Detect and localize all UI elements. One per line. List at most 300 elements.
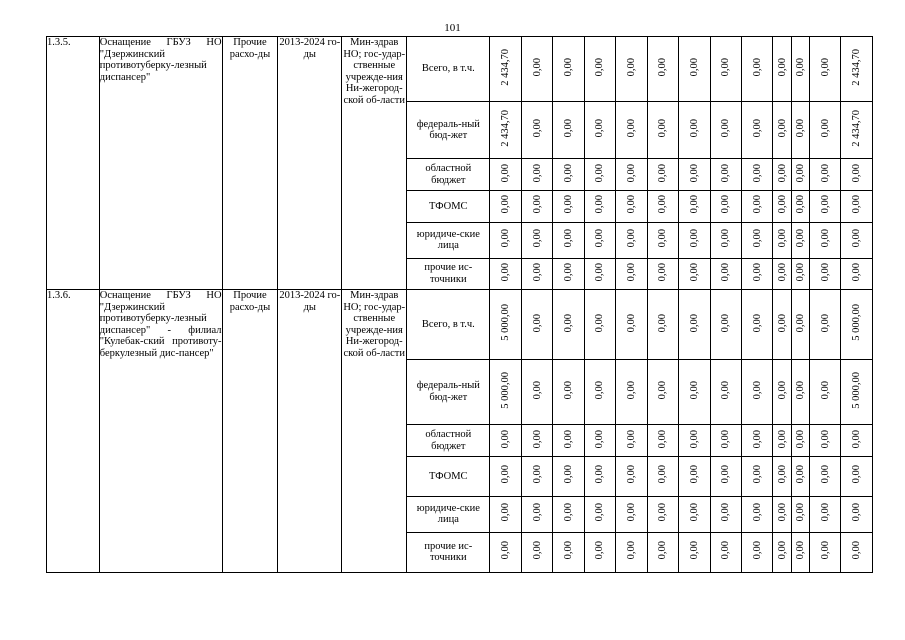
amount-cell [584, 37, 615, 102]
amount-cell [809, 359, 840, 424]
funding-source-label: ТФОМС [407, 456, 490, 496]
amount-cell [521, 258, 552, 290]
amount-cell [553, 37, 584, 102]
amount-value: 5 000,00 [851, 304, 863, 342]
amount-value: 0,00 [563, 163, 575, 183]
amount-cell [616, 102, 647, 159]
amount-cell [679, 290, 710, 360]
funding-source-label: областной бюджет [407, 425, 490, 457]
amount-value: 0,00 [563, 541, 575, 560]
amount-value: 0,00 [720, 58, 732, 77]
amount-cell [553, 425, 584, 457]
amount-cell [490, 159, 521, 191]
amount-value: 0,00 [594, 229, 606, 248]
amount-cell [679, 37, 710, 102]
amount-cell [521, 159, 552, 191]
amount-value: 0,00 [751, 229, 763, 248]
amount-cell [791, 456, 809, 496]
amount-cell [841, 159, 873, 191]
amount-cell [490, 425, 521, 457]
amount-value: 0,00 [657, 381, 669, 400]
amount-cell [647, 102, 678, 159]
amount-cell [710, 102, 741, 159]
amount-value: 0,00 [563, 429, 575, 448]
amount-value: 0,00 [720, 465, 732, 484]
amount-value: 0,00 [776, 262, 788, 282]
amount-value: 0,00 [751, 58, 763, 77]
amount-value: 0,00 [500, 429, 512, 448]
amount-value: 0,00 [819, 313, 831, 332]
amount-cell [679, 359, 710, 424]
amount-value: 0,00 [563, 381, 575, 400]
amount-cell [742, 425, 773, 457]
amount-cell [584, 258, 615, 290]
funding-source-label: юридиче-ские лица [407, 496, 490, 532]
amount-value: 0,00 [688, 58, 700, 77]
funding-source-label: юридиче-ские лица [407, 222, 490, 258]
amount-cell [616, 222, 647, 258]
amount-value: 0,00 [625, 58, 637, 77]
amount-cell [742, 191, 773, 223]
amount-cell [809, 37, 840, 102]
amount-value: 0,00 [625, 503, 637, 522]
amount-cell [490, 37, 521, 102]
amount-value: 0,00 [563, 58, 575, 77]
amount-value: 0,00 [751, 119, 763, 138]
amount-value: 0,00 [563, 119, 575, 138]
amount-cell [841, 359, 873, 424]
amount-value: 0,00 [720, 541, 732, 560]
amount-value: 0,00 [531, 195, 543, 214]
amount-cell [742, 456, 773, 496]
amount-value: 0,00 [751, 503, 763, 522]
funding-source-label: прочие ис-точники [407, 532, 490, 572]
amount-value: 0,00 [531, 229, 543, 248]
amount-value: 0,00 [851, 541, 863, 560]
amount-cell [742, 159, 773, 191]
amount-value: 0,00 [776, 58, 788, 77]
amount-cell [773, 532, 791, 572]
amount-cell [791, 258, 809, 290]
amount-cell [679, 222, 710, 258]
amount-cell [841, 102, 873, 159]
amount-value: 0,00 [720, 262, 732, 282]
amount-value: 0,00 [751, 313, 763, 332]
amount-value: 0,00 [531, 381, 543, 400]
amount-cell [647, 425, 678, 457]
amount-value: 0,00 [720, 381, 732, 400]
amount-cell [679, 191, 710, 223]
amount-value: 0,00 [594, 503, 606, 522]
expense-type: Прочие расхо-ды [222, 290, 278, 573]
amount-cell [710, 425, 741, 457]
amount-cell [616, 425, 647, 457]
amount-value: 0,00 [563, 262, 575, 282]
amount-value: 0,00 [851, 262, 863, 282]
amount-cell [490, 290, 521, 360]
amount-value: 0,00 [851, 195, 863, 214]
amount-value: 0,00 [751, 163, 763, 183]
amount-value: 0,00 [688, 195, 700, 214]
amount-cell [773, 102, 791, 159]
amount-value: 0,00 [500, 541, 512, 560]
amount-cell [553, 258, 584, 290]
amount-cell [841, 222, 873, 258]
amount-cell [773, 359, 791, 424]
amount-cell [841, 425, 873, 457]
amount-cell [710, 359, 741, 424]
amount-cell [791, 37, 809, 102]
amount-cell [490, 258, 521, 290]
amount-value: 0,00 [594, 195, 606, 214]
amount-cell [710, 496, 741, 532]
amount-value: 0,00 [500, 195, 512, 214]
amount-value: 0,00 [563, 229, 575, 248]
amount-cell [647, 37, 678, 102]
amount-value: 0,00 [531, 503, 543, 522]
amount-cell [791, 222, 809, 258]
amount-value: 0,00 [776, 541, 788, 560]
amount-cell [791, 425, 809, 457]
amount-cell [710, 456, 741, 496]
amount-cell [773, 37, 791, 102]
amount-cell [553, 456, 584, 496]
amount-cell [647, 159, 678, 191]
amount-value: 0,00 [776, 381, 788, 400]
amount-cell [647, 191, 678, 223]
amount-cell [773, 222, 791, 258]
amount-cell [809, 425, 840, 457]
amount-value: 0,00 [720, 195, 732, 214]
amount-value: 0,00 [794, 229, 806, 248]
amount-cell [809, 532, 840, 572]
amount-value: 0,00 [720, 119, 732, 138]
amount-cell [553, 359, 584, 424]
amount-value: 0,00 [688, 429, 700, 448]
amount-value: 0,00 [625, 429, 637, 448]
amount-cell [791, 532, 809, 572]
amount-cell [809, 496, 840, 532]
amount-value: 0,00 [657, 503, 669, 522]
amount-cell [584, 222, 615, 258]
amount-value: 0,00 [657, 163, 669, 183]
item-name: Оснащение ГБУЗ НО "Дзержинский противотуберку-лезный диспансер" - филиал "Кулебак-ский противоту-беркулезный дис-пансер" [99, 290, 222, 573]
funding-source-label: Всего, в т.ч. [407, 290, 490, 360]
amount-value: 2 434,70 [500, 110, 512, 148]
amount-value: 0,00 [531, 119, 543, 138]
amount-value: 0,00 [625, 163, 637, 183]
amount-cell [490, 456, 521, 496]
amount-cell [647, 290, 678, 360]
funding-source-label: федераль-ный бюд-жет [407, 102, 490, 159]
amount-value: 0,00 [625, 229, 637, 248]
amount-cell [584, 359, 615, 424]
amount-cell [584, 191, 615, 223]
amount-value: 0,00 [531, 429, 543, 448]
funding-table [46, 36, 873, 573]
amount-value: 0,00 [688, 163, 700, 183]
amount-value: 0,00 [688, 229, 700, 248]
amount-cell [553, 496, 584, 532]
amount-value: 0,00 [563, 503, 575, 522]
amount-value: 0,00 [819, 262, 831, 282]
amount-value: 0,00 [657, 541, 669, 560]
amount-cell [841, 290, 873, 360]
amount-value: 0,00 [776, 429, 788, 448]
amount-value: 0,00 [657, 195, 669, 214]
amount-value: 0,00 [531, 541, 543, 560]
amount-cell [773, 496, 791, 532]
amount-value: 0,00 [625, 119, 637, 138]
amount-value: 0,00 [531, 465, 543, 484]
amount-cell [616, 456, 647, 496]
amount-cell [809, 222, 840, 258]
amount-value: 0,00 [500, 262, 512, 282]
amount-cell [490, 191, 521, 223]
amount-value: 0,00 [594, 465, 606, 484]
item-code: 1.3.6. [47, 290, 100, 573]
item-name: Оснащение ГБУЗ НО "Дзержинский противотуберку-лезный диспансер" [99, 37, 222, 290]
amount-cell [791, 290, 809, 360]
amount-value: 0,00 [657, 58, 669, 77]
amount-value: 0,00 [794, 503, 806, 522]
amount-value: 0,00 [500, 465, 512, 484]
amount-value: 0,00 [794, 119, 806, 138]
amount-cell [679, 496, 710, 532]
amount-value: 0,00 [776, 503, 788, 522]
amount-value: 0,00 [751, 195, 763, 214]
amount-cell [791, 102, 809, 159]
amount-cell [616, 159, 647, 191]
amount-cell [616, 37, 647, 102]
amount-cell [841, 258, 873, 290]
amount-cell [791, 359, 809, 424]
amount-cell [710, 532, 741, 572]
amount-value: 0,00 [594, 119, 606, 138]
amount-value: 0,00 [819, 195, 831, 214]
amount-cell [584, 159, 615, 191]
amount-cell [584, 102, 615, 159]
amount-value: 0,00 [688, 465, 700, 484]
amount-value: 0,00 [751, 465, 763, 484]
amount-value: 0,00 [531, 262, 543, 282]
amount-cell [521, 532, 552, 572]
amount-cell [616, 290, 647, 360]
amount-cell [710, 258, 741, 290]
amount-cell [584, 290, 615, 360]
amount-value: 0,00 [819, 229, 831, 248]
funding-source-label: федераль-ный бюд-жет [407, 359, 490, 424]
amount-cell [647, 456, 678, 496]
amount-cell [647, 532, 678, 572]
amount-value: 0,00 [657, 429, 669, 448]
amount-value: 2 434,70 [500, 49, 512, 86]
amount-value: 0,00 [688, 503, 700, 522]
amount-cell [521, 102, 552, 159]
amount-value: 0,00 [500, 229, 512, 248]
amount-value: 0,00 [794, 381, 806, 400]
amount-cell [809, 102, 840, 159]
amount-cell [553, 102, 584, 159]
amount-value: 0,00 [594, 163, 606, 183]
amount-cell [679, 159, 710, 191]
funding-source-label: ТФОМС [407, 191, 490, 223]
amount-value: 0,00 [563, 195, 575, 214]
amount-value: 0,00 [657, 229, 669, 248]
amount-value: 0,00 [720, 503, 732, 522]
amount-cell [521, 222, 552, 258]
amount-cell [521, 359, 552, 424]
amount-cell [742, 102, 773, 159]
amount-cell [710, 159, 741, 191]
amount-cell [553, 191, 584, 223]
amount-cell [841, 496, 873, 532]
funding-source-label: прочие ис-точники [407, 258, 490, 290]
amount-cell [710, 191, 741, 223]
amount-value: 0,00 [625, 465, 637, 484]
amount-cell [490, 359, 521, 424]
amount-value: 0,00 [625, 195, 637, 214]
amount-cell [584, 425, 615, 457]
amount-cell [616, 191, 647, 223]
amount-value: 0,00 [776, 229, 788, 248]
amount-cell [841, 37, 873, 102]
amount-cell [773, 456, 791, 496]
executor: Мин-здрав НО; гос-удар-ственные учрежде-ния Ни-жегород-ской об-ласти [342, 37, 407, 290]
amount-cell [742, 222, 773, 258]
amount-cell [584, 532, 615, 572]
amount-value: 0,00 [594, 429, 606, 448]
amount-cell [679, 532, 710, 572]
amount-cell [616, 532, 647, 572]
amount-cell [809, 290, 840, 360]
amount-cell [841, 456, 873, 496]
amount-value: 0,00 [563, 465, 575, 484]
amount-value: 0,00 [500, 163, 512, 183]
amount-cell [679, 258, 710, 290]
amount-cell [791, 191, 809, 223]
amount-cell [553, 159, 584, 191]
amount-cell [553, 222, 584, 258]
amount-value: 0,00 [819, 119, 831, 138]
amount-value: 0,00 [819, 58, 831, 77]
amount-value: 0,00 [688, 313, 700, 332]
amount-value: 0,00 [594, 381, 606, 400]
amount-value: 0,00 [794, 465, 806, 484]
amount-cell [679, 102, 710, 159]
amount-value: 0,00 [594, 262, 606, 282]
funding-source-label: областной бюджет [407, 159, 490, 191]
amount-value: 2 434,70 [851, 49, 863, 86]
amount-cell [679, 425, 710, 457]
amount-value: 0,00 [657, 313, 669, 332]
amount-value: 0,00 [794, 58, 806, 77]
amount-cell [616, 258, 647, 290]
amount-cell [521, 37, 552, 102]
amount-value: 0,00 [851, 429, 863, 448]
amount-cell [773, 290, 791, 360]
amount-value: 0,00 [720, 163, 732, 183]
amount-value: 0,00 [625, 313, 637, 332]
amount-value: 0,00 [794, 429, 806, 448]
amount-cell [710, 222, 741, 258]
amount-value: 0,00 [794, 541, 806, 560]
amount-value: 0,00 [751, 541, 763, 560]
amount-value: 0,00 [625, 262, 637, 282]
amount-cell [809, 258, 840, 290]
amount-value: 0,00 [688, 381, 700, 400]
amount-cell [647, 359, 678, 424]
amount-value: 0,00 [688, 119, 700, 138]
amount-cell [742, 359, 773, 424]
expense-type: Прочие расхо-ды [222, 37, 278, 290]
amount-value: 5 000,00 [851, 371, 863, 409]
amount-value: 0,00 [751, 262, 763, 282]
amount-value: 0,00 [776, 119, 788, 138]
amount-cell [710, 37, 741, 102]
amount-value: 0,00 [594, 313, 606, 332]
amount-cell [553, 290, 584, 360]
amount-cell [647, 496, 678, 532]
amount-value: 0,00 [531, 58, 543, 77]
amount-cell [742, 258, 773, 290]
amount-cell [809, 456, 840, 496]
amount-value: 0,00 [594, 541, 606, 560]
amount-value: 2 434,70 [851, 110, 863, 148]
amount-cell [773, 425, 791, 457]
amount-value: 0,00 [794, 262, 806, 282]
amount-value: 0,00 [794, 195, 806, 214]
amount-value: 0,00 [851, 465, 863, 484]
amount-value: 0,00 [794, 313, 806, 332]
amount-cell [809, 191, 840, 223]
amount-value: 5 000,00 [500, 371, 512, 409]
page-number: 101 [444, 22, 461, 34]
amount-value: 0,00 [819, 541, 831, 560]
amount-value: 0,00 [657, 119, 669, 138]
period: 2013-2024 го-ды [278, 290, 342, 573]
amount-value: 0,00 [751, 381, 763, 400]
amount-value: 0,00 [851, 503, 863, 522]
amount-value: 0,00 [851, 229, 863, 248]
amount-cell [584, 496, 615, 532]
amount-value: 0,00 [531, 163, 543, 183]
amount-value: 5 000,00 [500, 304, 512, 342]
amount-cell [490, 222, 521, 258]
amount-value: 0,00 [688, 262, 700, 282]
amount-cell [647, 258, 678, 290]
executor: Мин-здрав НО; гос-удар-ственные учрежде-ния Ни-жегород-ской об-ласти [342, 290, 407, 573]
amount-cell [521, 456, 552, 496]
amount-cell [490, 102, 521, 159]
item-code: 1.3.5. [47, 37, 100, 290]
funding-source-label: Всего, в т.ч. [407, 37, 490, 102]
amount-value: 0,00 [720, 429, 732, 448]
amount-value: 0,00 [657, 465, 669, 484]
amount-cell [742, 290, 773, 360]
amount-cell [490, 496, 521, 532]
amount-cell [773, 159, 791, 191]
amount-value: 0,00 [720, 313, 732, 332]
amount-cell [616, 359, 647, 424]
amount-value: 0,00 [851, 163, 863, 183]
amount-cell [809, 159, 840, 191]
amount-value: 0,00 [720, 229, 732, 248]
amount-cell [616, 496, 647, 532]
table-row [47, 37, 873, 102]
amount-cell [679, 456, 710, 496]
amount-value: 0,00 [776, 195, 788, 214]
